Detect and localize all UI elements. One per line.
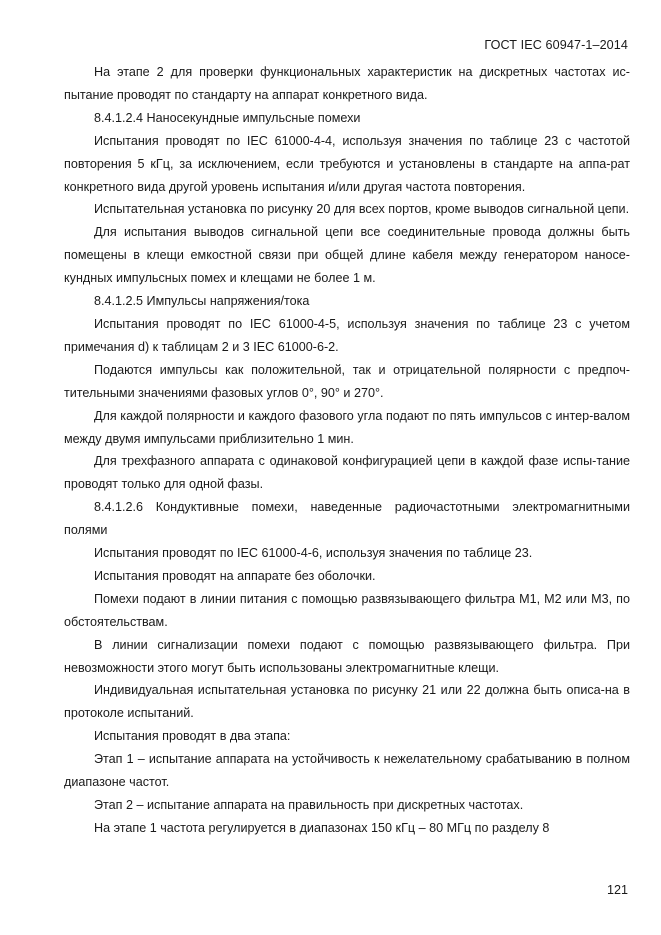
section-heading-8-4-1-2-5: 8.4.1.2.5 Импульсы напряжения/тока xyxy=(94,294,310,309)
paragraph: Испытания проводят на аппарате без оболочки. xyxy=(94,568,376,583)
paragraph: Для трехфазного аппарата с одинаковой конфигурацией цепи в каждой фазе испы-тание проводят только для одной фазы. xyxy=(64,454,630,492)
section-heading-8-4-1-2-4: 8.4.1.2.4 Наносекундные импульсные помехи xyxy=(94,110,361,125)
paragraph: Помехи подают в линии питания с помощью развязывающего фильтра М1, М2 или М3, по обстоятельствам. xyxy=(64,591,630,629)
paragraph: На этапе 2 для проверки функциональных характеристик на дискретных частотах ис-пытание проводят по стандарту на аппарат конкретного вида. xyxy=(64,65,630,102)
page-header-standard-id: ГОСТ IEC 60947-1–2014 xyxy=(484,38,628,52)
paragraph: Испытания проводят в два этапа: xyxy=(94,729,291,744)
paragraph: Для каждой полярности и каждого фазового угла подают по пять импульсов с интер-валом между двумя импульсами приблизительно 1 мин. xyxy=(64,408,630,446)
section-heading-8-4-1-2-6: 8.4.1.2.6 Кондуктивные помехи, наведенные радиочастотными электромагнитными полями xyxy=(64,500,630,538)
paragraph: Испытания проводят по IEC 61000-4-6, используя значения по таблице 23. xyxy=(94,546,533,561)
paragraph: На этапе 1 частота регулируется в диапазонах 150 кГц – 80 МГц по разделу 8 xyxy=(94,820,550,835)
paragraph: Испытания проводят по IEC 61000-4-5, используя значения по таблице 23 с учетом примечания d) к таблицам 2 и 3 IEC 61000-6-2. xyxy=(64,316,630,354)
document-body xyxy=(64,61,630,840)
paragraph: Для испытания выводов сигнальной цепи все соединительные провода должны быть помещены в клещи емкостной связи при общей длине кабеля между генератором наносе-кундных импульсных помех и клещами не более 1 м. xyxy=(64,225,630,286)
paragraph: Этап 2 – испытание аппарата на правильность при дискретных частотах. xyxy=(94,798,524,812)
page-number: 121 xyxy=(606,883,628,897)
paragraph: Этап 1 – испытание аппарата на устойчивость к нежелательному срабатыванию в полном диапазоне частот. xyxy=(64,752,630,790)
paragraph: В линии сигнализации помехи подают с помощью развязывающего фильтра. При невозможности этого могут быть использованы электромагнитные клещи. xyxy=(64,637,630,675)
paragraph: Испытания проводят по IEC 61000-4-4, используя значения по таблице 23 с частотой повторения 5 кГц, за исключением, если требуются и установлены в стандарте на аппа-рат конкретного вида другой уровень испытания и/или другая частота повторения. xyxy=(64,133,630,194)
paragraph: Испытательная установка по рисунку 20 для всех портов, кроме выводов сигнальной цепи. xyxy=(94,202,630,217)
paragraph: Индивидуальная испытательная установка по рисунку 21 или 22 должна быть описа-на в протоколе испытаний. xyxy=(64,683,630,721)
paragraph-phase-angles: Подаются импульсы как положительной, так и отрицательной полярности с предпоч-тительными значениями фазовых углов 0°, 90° и 270°. xyxy=(64,362,630,400)
